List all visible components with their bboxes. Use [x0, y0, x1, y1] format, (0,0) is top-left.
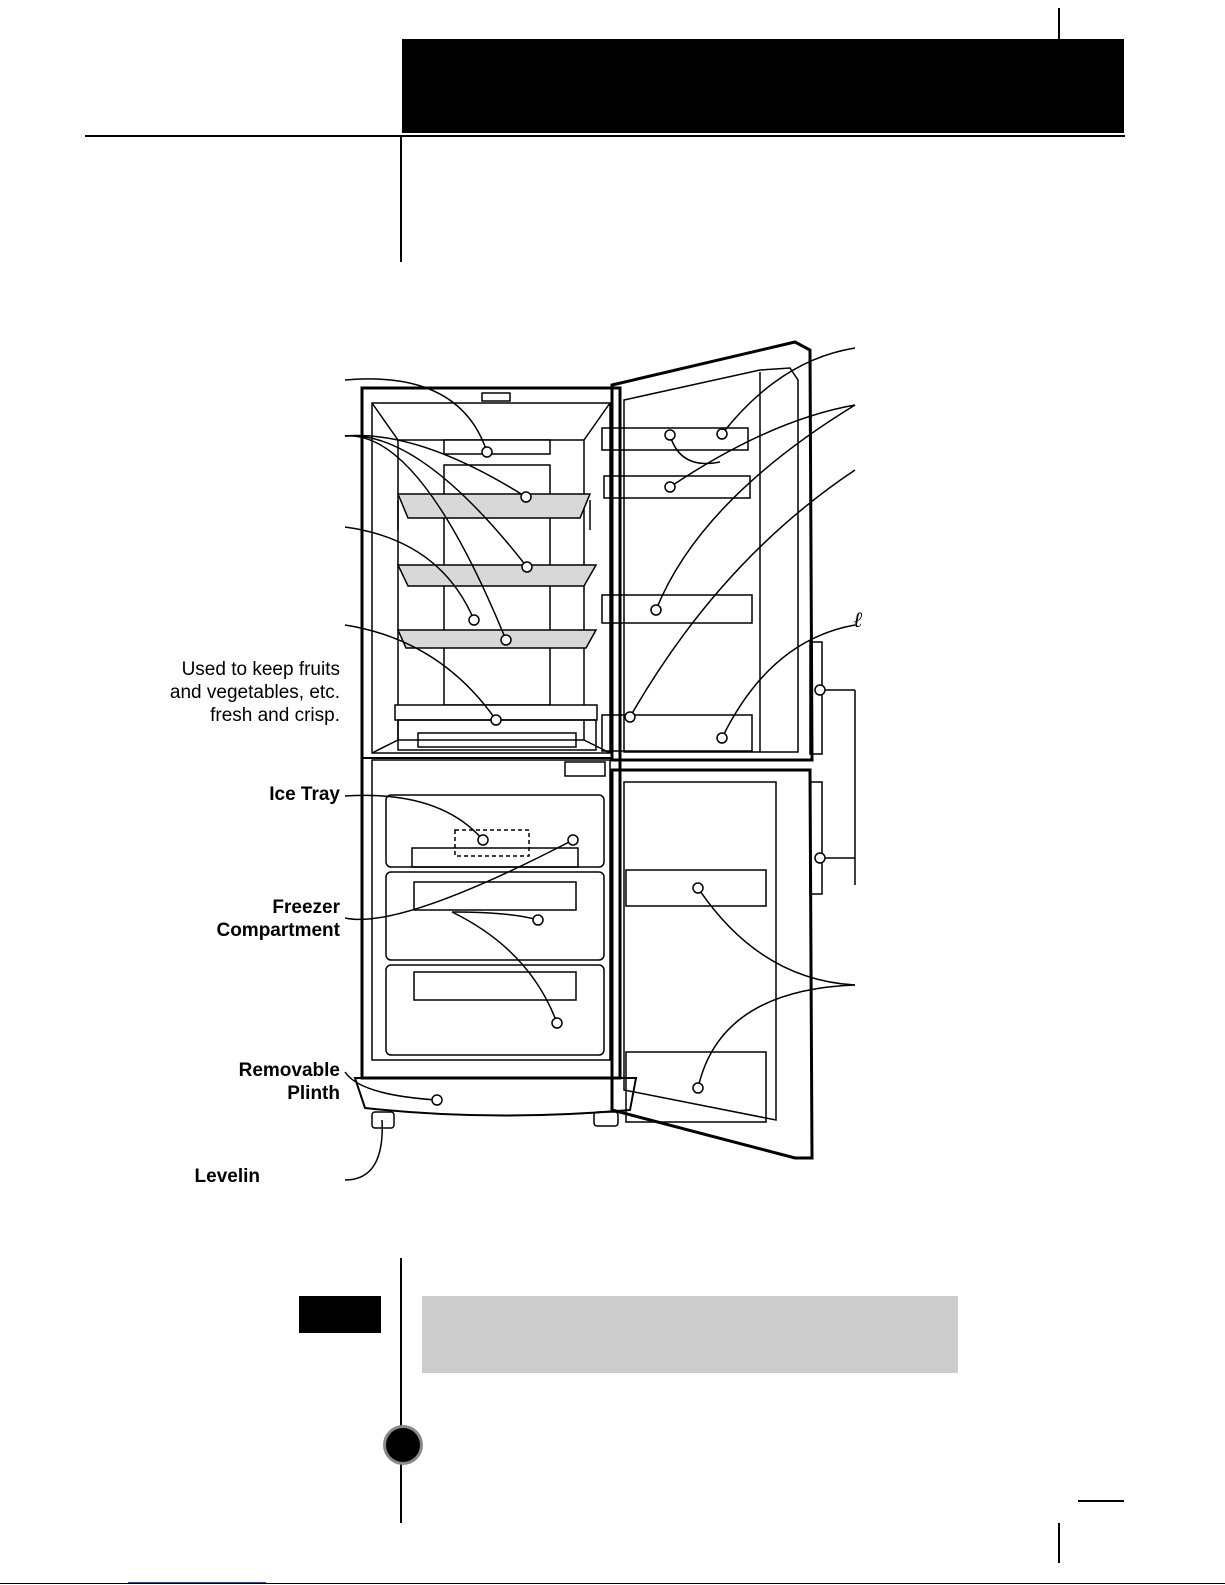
leveling-label: Levelin: [194, 1166, 260, 1187]
cabinet: [355, 388, 636, 1128]
footer-bullet-icon: [383, 1425, 423, 1465]
plinth-label-line-1: Removable: [238, 1060, 340, 1081]
freezer-label-line-2: Compartment: [216, 920, 340, 941]
freezer-label-line-1: Freezer: [272, 897, 340, 918]
ice-tray-label: Ice Tray: [269, 784, 340, 805]
freezer-door: [612, 770, 822, 1158]
crisper-description-line-3: fresh and crisp.: [210, 705, 340, 726]
crisper-description-line-1: Used to keep fruits: [181, 659, 340, 680]
note-box: [422, 1296, 958, 1373]
note-tab: [299, 1296, 381, 1333]
crisper-description-line-2: and vegetables, etc.: [169, 682, 340, 703]
plinth-label-line-2: Plinth: [287, 1083, 340, 1104]
fridge-door: [602, 342, 822, 760]
door-mark-glyph: ℓ: [853, 608, 863, 633]
